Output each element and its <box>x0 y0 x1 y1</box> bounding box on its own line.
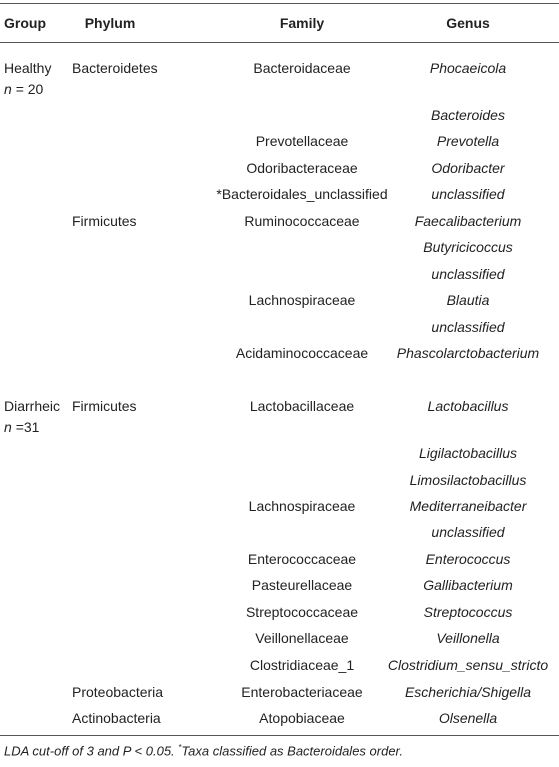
genus-cell: unclassified <box>431 186 505 202</box>
header-family: Family <box>279 15 325 31</box>
genus-cell: Odoribacter <box>431 160 505 176</box>
family-cell: Atopobiaceae <box>259 710 345 726</box>
genus-cell: Escherichia/Shigella <box>404 684 532 700</box>
genus-cell: Ligilactobacillus <box>418 445 518 461</box>
family-cell: Streptococcaceae <box>245 604 359 620</box>
group-size-label: n <box>4 81 12 97</box>
genus-cell: unclassified <box>431 524 505 540</box>
genus-cell: Blautia <box>446 292 490 308</box>
genus-cell: Veillonella <box>436 630 500 646</box>
header-phylum: Phylum <box>84 15 136 31</box>
footnote-mark: * <box>178 743 182 752</box>
genus-cell: Butyricicoccus <box>423 239 513 255</box>
group-name: Healthy <box>4 60 52 76</box>
family-cell: Lactobacillaceae <box>249 398 355 414</box>
family-cell: Clostridiaceae_1 <box>249 657 355 673</box>
genus-cell: Olsenella <box>438 710 498 726</box>
genus-cell: Bacteroides <box>431 107 505 123</box>
table-bottom-rule <box>0 735 559 736</box>
family-cell: Veillonellaceae <box>255 630 349 646</box>
table-header-rule <box>0 42 559 43</box>
group-size-value: = 20 <box>15 81 44 97</box>
family-cell: Ruminococcaceae <box>244 213 360 229</box>
genus-cell: Faecalibacterium <box>414 213 522 229</box>
header-genus: Genus <box>446 15 490 31</box>
genus-cell: Lactobacillus <box>427 398 509 414</box>
family-cell: Enterococcaceae <box>247 551 357 567</box>
genus-cell: unclassified <box>431 319 505 335</box>
family-cell: Pasteurellaceae <box>251 577 353 593</box>
genus-cell: Streptococcus <box>423 604 513 620</box>
header-group: Group <box>4 15 46 31</box>
footnote-main: LDA cut-off of 3 and P < 0.05. <box>4 743 175 759</box>
family-cell: Acidaminococcaceae <box>235 345 369 361</box>
phylum-cell: Actinobacteria <box>72 710 161 726</box>
genus-cell: Prevotella <box>436 133 500 149</box>
genus-cell: Limosilactobacillus <box>409 472 527 488</box>
family-cell: Prevotellaceae <box>255 133 349 149</box>
phylum-cell: Firmicutes <box>72 398 137 414</box>
group-name: Diarrheic <box>4 398 61 414</box>
phylum-cell: Bacteroidetes <box>72 60 158 76</box>
family-cell: Enterobacteriaceae <box>241 684 363 700</box>
family-cell: *Bacteroidales_unclassified <box>216 186 388 202</box>
family-cell: Lachnospiraceae <box>248 292 356 308</box>
phylum-cell: Proteobacteria <box>72 684 164 700</box>
genus-cell: Mediterraneibacter <box>409 498 527 514</box>
group-size <box>4 419 39 435</box>
group-size-value: =31 <box>15 419 40 435</box>
genus-cell: Phocaeicola <box>429 60 507 76</box>
family-cell: Bacteroidaceae <box>253 60 351 76</box>
genus-cell: Gallibacterium <box>423 577 513 593</box>
table-footnote <box>4 743 403 758</box>
genus-cell: Enterococcus <box>425 551 511 567</box>
genus-cell: Clostridium_sensu_stricto <box>387 657 549 673</box>
genus-cell: unclassified <box>431 266 505 282</box>
group-size-label: n <box>4 419 12 435</box>
footnote-note: Taxa classified as Bacteroidales order. <box>181 743 404 759</box>
group-size <box>4 81 43 97</box>
family-cell: Odoribacteraceae <box>246 160 358 176</box>
family-cell: Lachnospiraceae <box>248 498 356 514</box>
phylum-cell: Firmicutes <box>72 213 137 229</box>
table-top-rule <box>0 3 559 4</box>
genus-cell: Phascolarctobacterium <box>396 345 540 361</box>
